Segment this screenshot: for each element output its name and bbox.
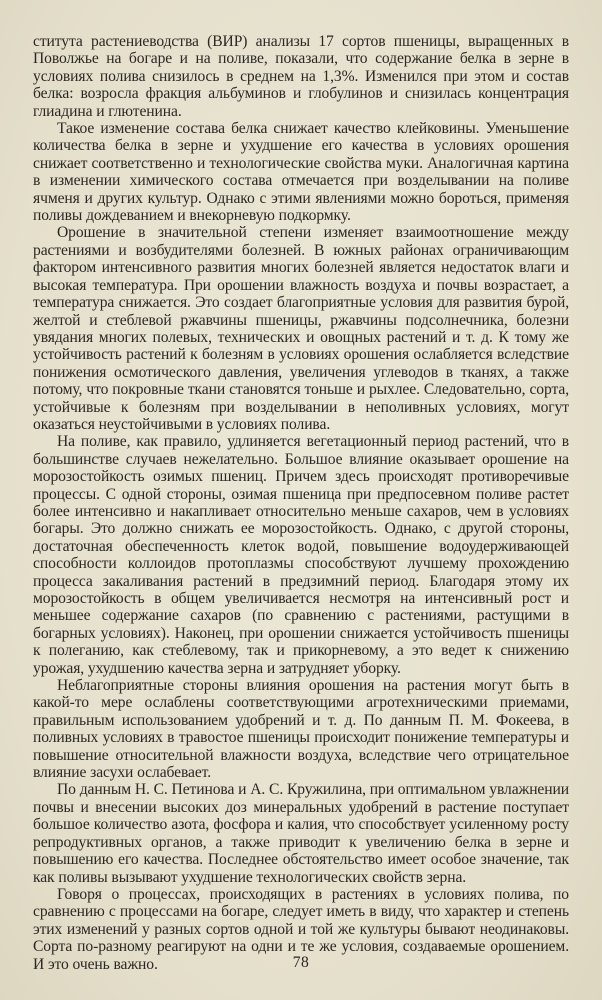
paragraph: На поливе, как правило, удлиняется вегетационный период растений, что в большинстве случаев нежелательно. Большое влияние оказывает орошение на морозостойкость озимых пшениц. Причем здесь происходят противоречивые процессы. С одной стороны, озимая пшеница при предпосевном поливе растет более интенсивно и накапливает относительно меньше сахаров, чем в условиях богары. Это должно снижать ее морозостойкость. Однако, с другой стороны, достаточная обеспеченность клеток водой, повышение водоудерживающей способности коллоидов протоплазмы способствуют лучшему прохождению процесса закаливания растений в предзимний период. Благодаря этому их морозостойкость в общем увеличивается несмотря на интенсивный рост и меньшее содержание сахаров (по сравнению с растениями, растущими в богарных условиях). Наконец, при орошении снижается устойчивость пшеницы к полеганию, как стеблевому, так и прикорневому, а это ведет к снижению урожая, ухудшению качества зерна и затрудняет уборку. <box>33 433 569 677</box>
paragraph: Орошение в значительной степени изменяет взаимоотношение между растениями и возбудителями болезней. В южных районах ограничивающим фактором интенсивного развития многих болезней является недостаток влаги и высокая температура. При орошении влажность воздуха и почвы возрастает, а температура снижается. Это создает благоприятные условия для развития бурой, желтой и стеблевой ржавчины пшеницы, ржавчины подсолнечника, болезни увядания многих полевых, технических и овощных растений и т. д. К тому же устойчивость растений к болезням в условиях орошения ослабляется вследствие понижения осмотического давления, увеличения углеводов в тканях, а также потому, что покровные ткани становятся тоньше и рыхлее. Следовательно, сорта, устойчивые к болезням при возделывании в неполивных условиях, могут оказаться неустойчивыми в условиях полива. <box>33 224 569 433</box>
paragraph: Говоря о процессах, происходящих в растениях в условиях полива, по сравнению с процессами на богаре, следует иметь в виду, что характер и степень этих изменений у разных сортов одной и той же культуры бывают неодинаковы. Сорта по-разному реагируют на одни и те же условия, создаваемые орошением. И это очень важно. <box>33 885 569 973</box>
paragraph: Такое изменение состава белка снижает качество клейковины. Уменьшение количества белка в зерне и ухудшение его качества в условиях орошения снижает соответственно и технологические свойства муки. Аналогичная картина в изменении химического состава отмечается при возделывании на поливе ячменя и других культур. Однако с этими явлениями можно бороться, применяя поливы дождеванием и внекорневую подкормку. <box>33 120 569 225</box>
page-number: 78 <box>292 954 310 971</box>
paragraph: Неблагоприятные стороны влияния орошения на растения могут быть в какой-то мере ослаблены соответствующими агротехническими приемами, правильным использованием удобрений и т. д. По данным П. М. Фокеева, в поливных условиях в травостое пшеницы происходит понижение температуры и повышение относительной влажности воздуха, вследствие чего отрицательное влияние засухи ослабевает. <box>33 677 569 782</box>
paragraph: По данным Н. С. Петинова и А. С. Кружилина, при оптимальном увлажнении почвы и внесении высоких доз минеральных удобрений в растение поступает большое количество азота, фосфора и калия, что способствует усиленному росту репродуктивных органов, а также приводит к увеличению белка в зерне и повышению его качества. Последнее обстоятельство имеет особое значение, так как поливы вызывают ухудшение технологических свойств зерна. <box>33 781 569 886</box>
paragraph-continued: ститута растениеводства (ВИР) анализы 17 сортов пшеницы, выращенных в Поволжье на богаре и на поливе, показали, что содержание белка в зерне в условиях полива снизилось в среднем на 1,3%. Изменился при этом и состав белка: возросла фракция альбуминов и глобулинов и снизилась концентрация глиадина и глютенина. <box>33 33 569 120</box>
body-text <box>33 33 569 973</box>
